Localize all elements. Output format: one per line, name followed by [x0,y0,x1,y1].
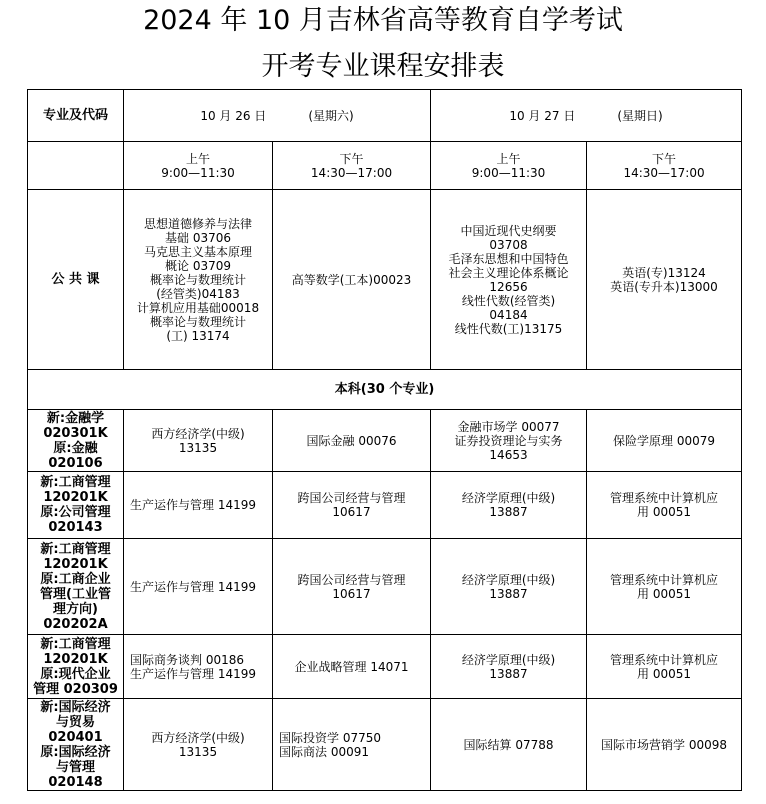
course-cell: 经济学原理(中级) 13887 [431,472,587,539]
course-cell: 国际投资学 07750 国际商法 00091 [273,699,431,791]
day1-date: 10 月 26 日 [200,108,267,123]
session-time: 9:00—11:30 [161,165,235,180]
session-name: 下午 [339,151,364,166]
course-cell: 跨国公司经营与管理 10617 [273,472,431,539]
public-course-row [28,190,742,370]
course-cell: 保险学原理 00079 [587,410,742,472]
course-cell: 管理系统中计算机应 用 00051 [587,539,742,635]
section-label: 本科(30 个专业) [28,370,742,410]
course-cell: 国际结算 07788 [431,699,587,791]
major-code-header: 专业及代码 [28,90,124,142]
section-row [28,370,742,410]
blank-cell [28,142,124,190]
session-time: 14:30—17:00 [623,165,705,180]
course-cell: 生产运作与管理 14199 [124,539,273,635]
course-cell: 管理系统中计算机应 用 00051 [587,472,742,539]
session-header [587,142,742,190]
course-cell: 西方经济学(中级) 13135 [124,410,273,472]
day1-header [124,90,431,142]
session-time: 14:30—17:00 [310,165,393,180]
page-title: 2024 年 10 月吉林省高等教育自学考试 [143,5,623,36]
course-cell: 生产运作与管理 14199 [124,472,273,539]
day2-weekday: (星期日) [617,108,663,123]
course-cell: 中国近现代史纲要 03708 毛泽东思想和中国特色 社会主义理论体系概论 12656 线性代数(经管类) 04184 线性代数(工)13175 [431,190,587,370]
table-row [28,635,742,699]
course-cell: 经济学原理(中级) 13887 [431,635,587,699]
course-cell: 管理系统中计算机应 用 00051 [587,635,742,699]
session-name: 下午 [652,151,677,166]
session-header [124,142,273,190]
major-code: 新:工商管理 120201K 原:现代企业 管理 020309 [28,635,124,699]
course-cell: 英语(专)13124 英语(专升本)13000 [587,190,742,370]
course-cell: 企业战略管理 14071 [273,635,431,699]
course-cell: 经济学原理(中级) 13887 [431,539,587,635]
major-code: 新:国际经济 与贸易 020401 原:国际经济 与管理 020148 [28,699,124,791]
course-cell: 国际市场营销学 00098 [587,699,742,791]
session-time: 9:00—11:30 [471,165,546,180]
course-cell: 高等数学(工本)00023 [273,190,431,370]
day1-weekday: (星期六) [308,108,354,123]
table-row [28,699,742,791]
public-course-label: 公 共 课 [28,190,124,370]
session-header [273,142,431,190]
session-header [431,142,587,190]
table-row [28,539,742,635]
page-subtitle: 开考专业课程安排表 [261,51,505,82]
course-cell: 跨国公司经营与管理 10617 [273,539,431,635]
date-header-row [28,90,742,142]
course-cell: 金融市场学 00077 证券投资理论与实务 14653 [431,410,587,472]
day2-header [431,90,742,142]
session-name: 上午 [496,151,521,166]
session-name: 上午 [185,151,210,166]
course-cell: 国际商务谈判 00186 生产运作与管理 14199 [124,635,273,699]
schedule-table [27,89,742,791]
major-code: 新:工商管理 120201K 原:工商企业 管理(工业管 理方向) 020202A [28,539,124,635]
session-header-row [28,142,742,190]
table-row [28,410,742,472]
major-code: 新:工商管理 120201K 原:公司管理 020143 [28,472,124,539]
day2-date: 10 月 27 日 [509,108,576,123]
course-cell: 西方经济学(中级) 13135 [124,699,273,791]
table-row [28,472,742,539]
course-cell: 国际金融 00076 [273,410,431,472]
major-code: 新:金融学 020301K 原:金融 020106 [28,410,124,472]
course-cell: 思想道德修养与法律 基础 03706 马克思主义基本原理 概论 03709 概率论与数理统计 (经管类)04183 计算机应用基础00018 概率论与数理统计 (工) 13174 [124,190,273,370]
